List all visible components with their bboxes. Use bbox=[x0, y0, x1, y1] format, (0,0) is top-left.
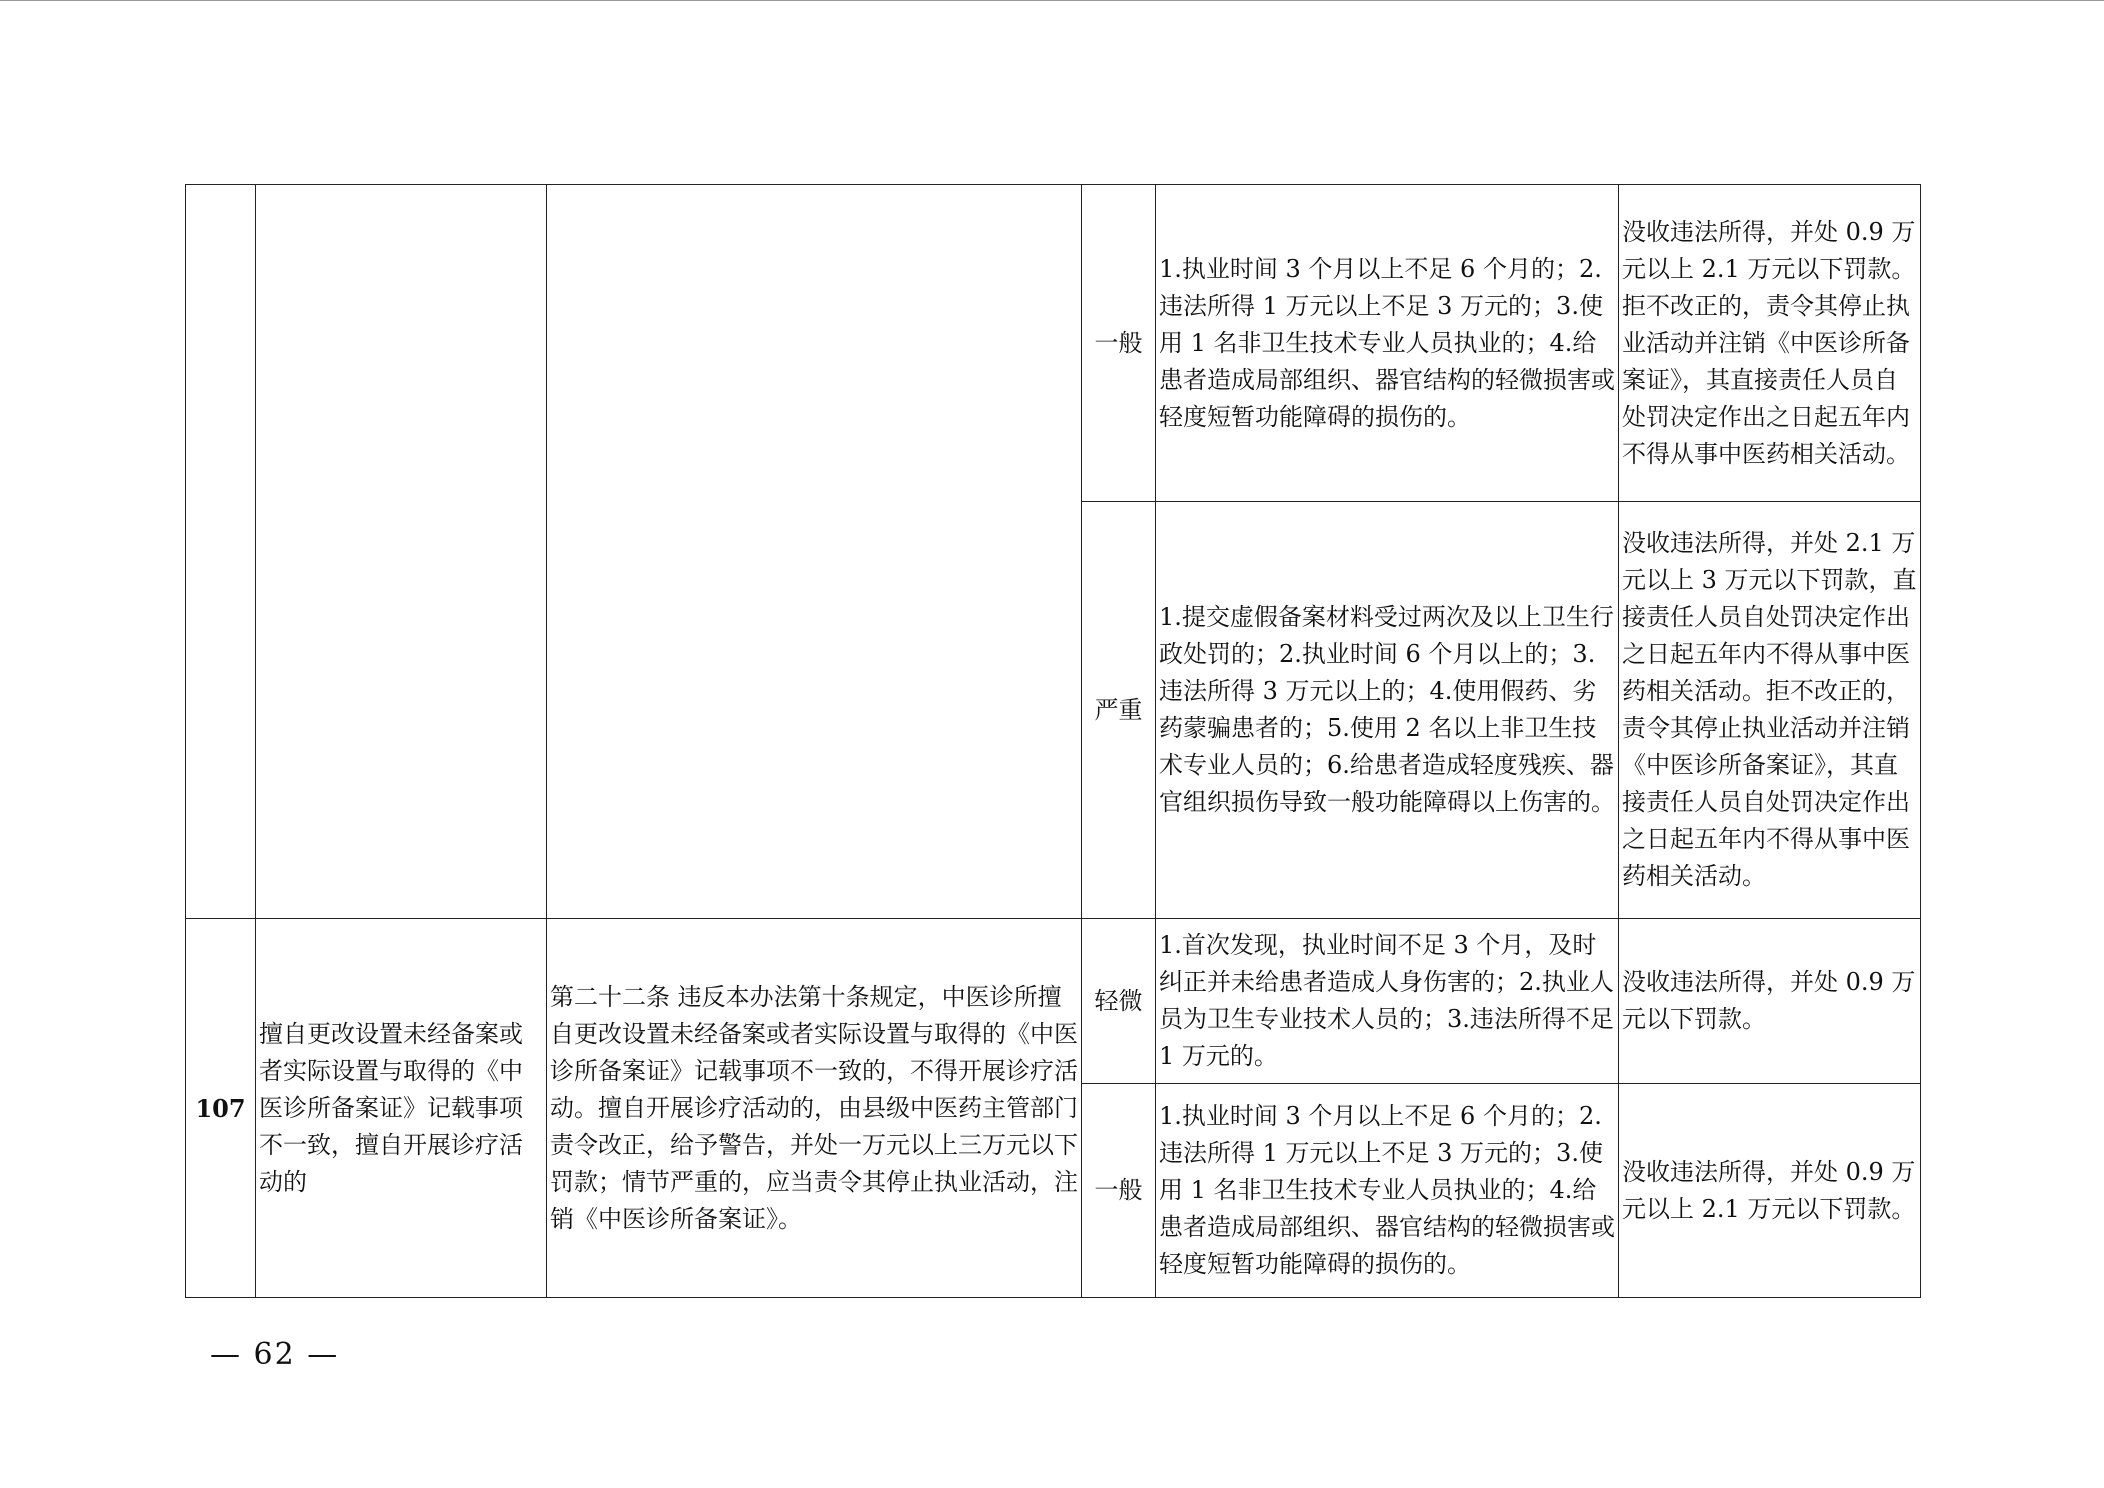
penalty-cell: 没收违法所得，并处 0.9 万元以上 2.1 万元以下罚款。 bbox=[1619, 1084, 1921, 1298]
level-cell: 严重 bbox=[1082, 502, 1156, 919]
table-row bbox=[186, 185, 1921, 502]
circumstance-cell: 1.提交虚假备案材料受过两次及以上卫生行政处罚的；2.执业时间 6 个月以上的；3.违法所得 3 万元以上的；4.使用假药、劣药蒙骗患者的；5.使用 2 名以上非卫生技术专业人员的；6.给患者造成轻度残疾、器官组织损伤导致一般功能障碍以上伤害的。 bbox=[1156, 502, 1619, 919]
circumstance-cell: 1.首次发现，执业时间不足 3 个月，及时纠正并未给患者造成人身伤害的；2.执业人员为卫生专业技术人员的；3.违法所得不足 1 万元的。 bbox=[1156, 919, 1619, 1084]
page-number: — 62 — bbox=[210, 1337, 340, 1372]
sequence-number: 107 bbox=[186, 919, 256, 1298]
penalty-cell: 没收违法所得，并处 0.9 万元以下罚款。 bbox=[1619, 919, 1921, 1084]
penalty-cell: 没收违法所得，并处 0.9 万元以上 2.1 万元以下罚款。拒不改正的，责令其停止执业活动并注销《中医诊所备案证》，其直接责任人员自处罚决定作出之日起五年内不得从事中医药相关活动。 bbox=[1619, 185, 1921, 502]
level-cell: 轻微 bbox=[1082, 919, 1156, 1084]
violation-cell bbox=[256, 185, 547, 919]
legal-basis-cell: 第二十二条 违反本办法第十条规定，中医诊所擅自更改设置未经备案或者实际设置与取得的《中医诊所备案证》记载事项不一致的，不得开展诊疗活动。擅自开展诊疗活动的，由县级中医药主管部门责令改正，给予警告，并处一万元以上三万元以下罚款；情节严重的，应当责令其停止执业活动，注销《中医诊所备案证》。 bbox=[547, 919, 1082, 1298]
penalty-standard-table bbox=[185, 184, 1921, 1298]
top-rule bbox=[0, 0, 2104, 1]
level-cell: 一般 bbox=[1082, 1084, 1156, 1298]
sequence-cell bbox=[186, 185, 256, 919]
level-cell: 一般 bbox=[1082, 185, 1156, 502]
violation-cell: 擅自更改设置未经备案或者实际设置与取得的《中医诊所备案证》记载事项不一致，擅自开展诊疗活动的 bbox=[256, 919, 547, 1298]
circumstance-cell: 1.执业时间 3 个月以上不足 6 个月的；2.违法所得 1 万元以上不足 3 万元的；3.使用 1 名非卫生技术专业人员执业的；4.给患者造成局部组织、器官结构的轻微损害或轻度短暂功能障碍的损伤的。 bbox=[1156, 1084, 1619, 1298]
penalty-cell: 没收违法所得，并处 2.1 万元以上 3 万元以下罚款，直接责任人员自处罚决定作出之日起五年内不得从事中医药相关活动。拒不改正的，责令其停止执业活动并注销《中医诊所备案证》，其直接责任人员自处罚决定作出之日起五年内不得从事中医药相关活动。 bbox=[1619, 502, 1921, 919]
legal-basis-cell bbox=[547, 185, 1082, 919]
circumstance-cell: 1.执业时间 3 个月以上不足 6 个月的；2.违法所得 1 万元以上不足 3 万元的；3.使用 1 名非卫生技术专业人员执业的；4.给患者造成局部组织、器官结构的轻微损害或轻度短暂功能障碍的损伤的。 bbox=[1156, 185, 1619, 502]
table-row bbox=[186, 919, 1921, 1084]
